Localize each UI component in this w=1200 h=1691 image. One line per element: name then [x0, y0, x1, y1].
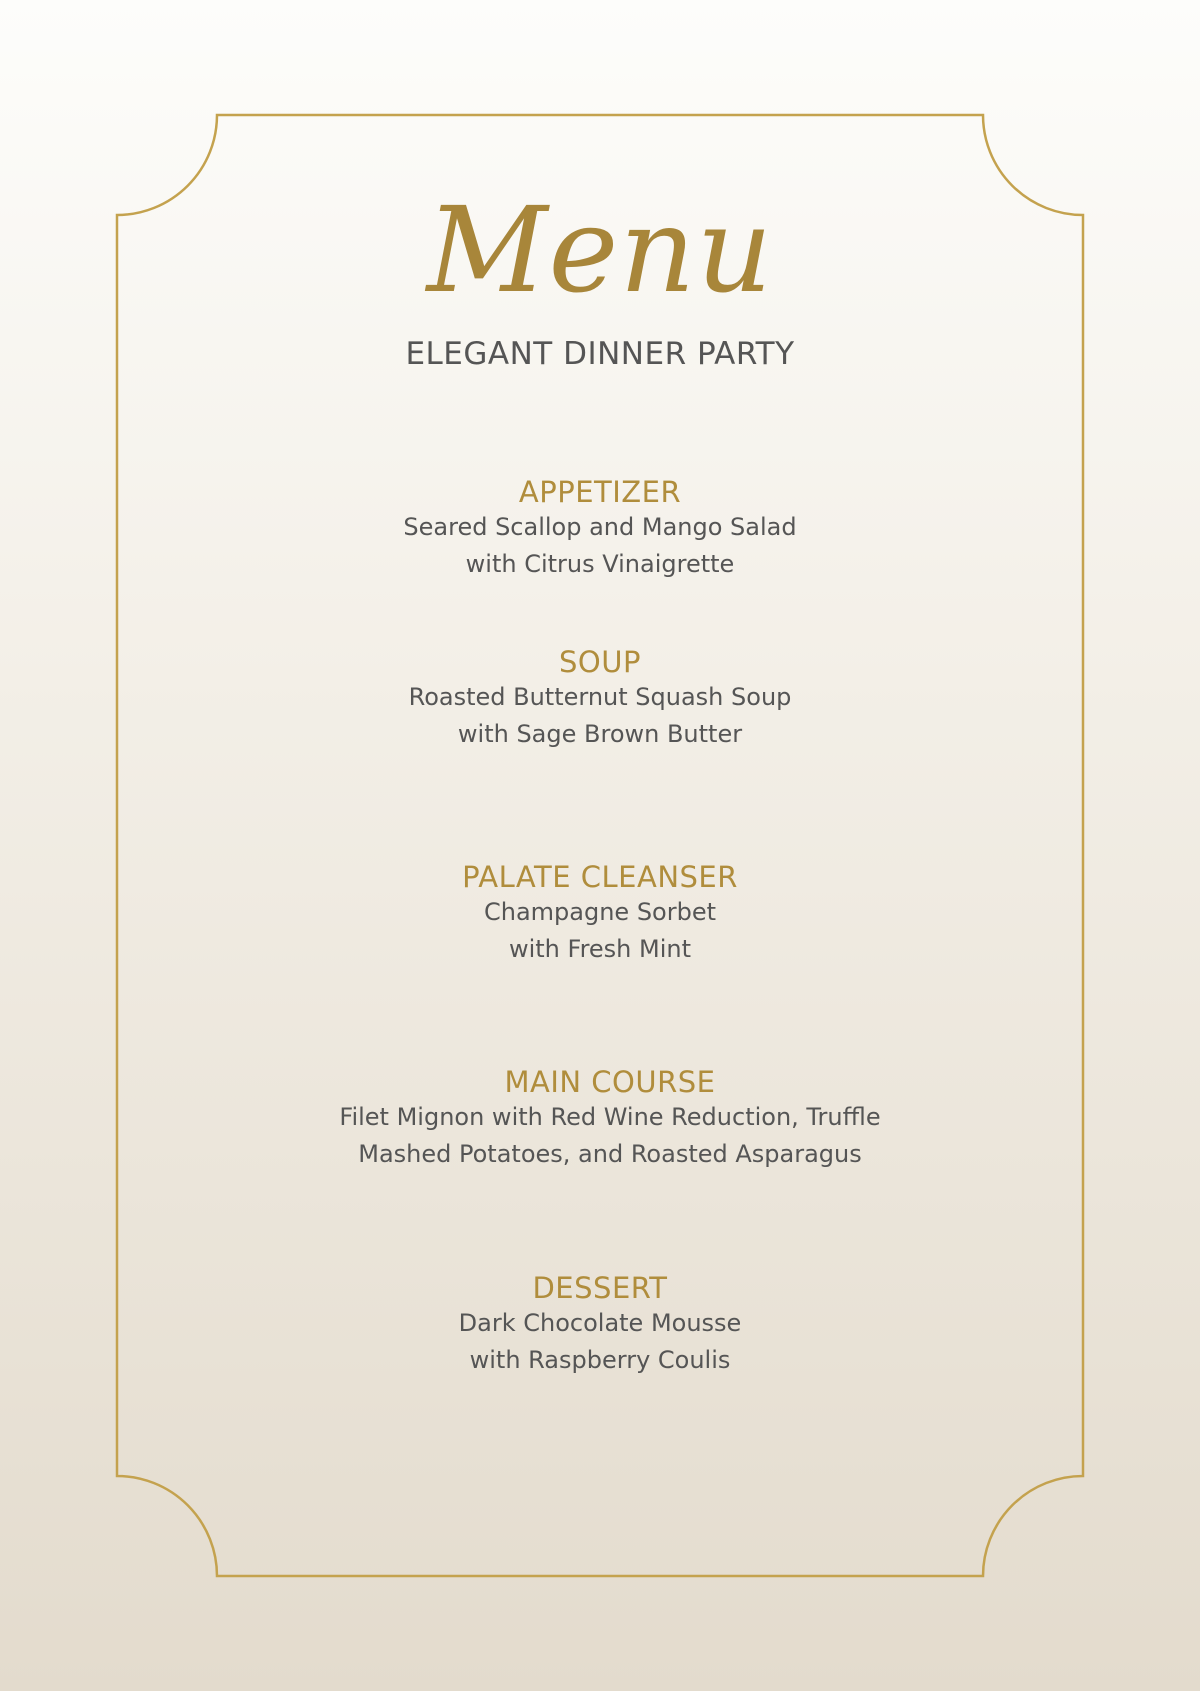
course-soup	[200, 645, 1000, 753]
course-heading: SOUP	[559, 645, 641, 679]
course-heading: PALATE CLEANSER	[462, 860, 738, 894]
course-heading: APPETIZER	[518, 475, 682, 509]
course-description-line: Roasted Butternut Squash Soup	[408, 683, 792, 711]
course-description-line: Seared Scallop and Mango Salad	[403, 513, 797, 541]
course-description-line: Filet Mignon with Red Wine Reduction, Truffle	[339, 1103, 881, 1131]
course-heading: DESSERT	[532, 1271, 668, 1305]
course-description-line: with Raspberry Coulis	[469, 1346, 731, 1374]
course-description-line: with Fresh Mint	[508, 935, 692, 963]
menu-subtitle: ELEGANT DINNER PARTY	[405, 336, 795, 372]
course-heading: MAIN COURSE	[504, 1065, 716, 1099]
course-palate-cleanser	[200, 860, 1000, 968]
menu-title: Menu	[426, 181, 774, 319]
course-appetizer	[200, 475, 1000, 583]
course-description-line: Champagne Sorbet	[483, 898, 717, 926]
course-description-line: Dark Chocolate Mousse	[458, 1309, 742, 1337]
course-description-line: with Citrus Vinaigrette	[465, 550, 735, 578]
course-description-line: with Sage Brown Butter	[457, 720, 743, 748]
course-dessert	[200, 1271, 1000, 1379]
course-main	[170, 1065, 1050, 1173]
course-description-line: Mashed Potatoes, and Roasted Asparagus	[358, 1140, 862, 1168]
